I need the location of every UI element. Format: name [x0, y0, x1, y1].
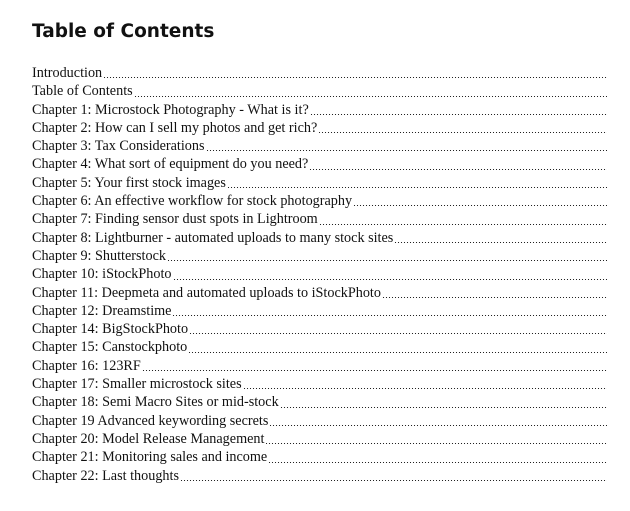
- toc-entry[interactable]: [32, 302, 607, 320]
- toc-entry-label: Table of Contents: [32, 83, 133, 100]
- toc-entry[interactable]: [32, 210, 607, 228]
- toc-entry[interactable]: [32, 247, 607, 265]
- dot-leader: [265, 443, 607, 444]
- toc-entry[interactable]: [32, 64, 607, 82]
- toc-entry[interactable]: [32, 137, 607, 155]
- dot-leader: [189, 333, 607, 334]
- toc-entry-label: Chapter 22: Last thoughts: [32, 467, 179, 484]
- toc-entry-label: Chapter 7: Finding sensor dust spots in Lightroom: [32, 211, 318, 228]
- dot-leader: [319, 224, 607, 225]
- page-title: Table of Contents: [32, 21, 215, 42]
- dot-leader: [103, 77, 607, 78]
- toc-entry-label: Chapter 21: Monitoring sales and income: [32, 449, 268, 466]
- toc-entry-label: Chapter 1: Microstock Photography - What is it?: [32, 101, 309, 118]
- dot-leader: [188, 352, 607, 353]
- toc-entry[interactable]: [32, 357, 607, 375]
- toc-entry[interactable]: [32, 82, 607, 100]
- toc-entry[interactable]: [32, 467, 607, 485]
- toc-entry-label: Chapter 14: BigStockPhoto: [32, 321, 189, 338]
- toc-entry-label: Chapter 6: An effective workflow for stock photography: [32, 193, 353, 210]
- toc-entry-label: Chapter 5: Your first stock images: [32, 174, 226, 191]
- toc-entry-label: Chapter 9: Shutterstock: [32, 247, 166, 264]
- toc-entry[interactable]: [32, 320, 607, 338]
- toc-entry-label: Introduction: [32, 65, 103, 81]
- toc-entry-label: Chapter 17: Smaller microstock sites: [32, 376, 242, 393]
- dot-leader: [206, 150, 607, 151]
- dot-leader: [318, 132, 607, 133]
- toc-entry[interactable]: [32, 412, 607, 430]
- toc-entry[interactable]: [32, 101, 607, 119]
- toc-entry-label: Chapter 11: Deepmeta and automated uploads to iStockPhoto: [32, 284, 381, 301]
- dot-leader: [268, 462, 607, 463]
- toc-entry[interactable]: [32, 174, 607, 192]
- dot-leader: [227, 187, 607, 188]
- toc-entry-label: Chapter 18: Semi Macro Sites or mid-stock: [32, 394, 279, 411]
- toc-entry-label: Chapter 4: What sort of equipment do you need?: [32, 156, 309, 173]
- toc-entry-label: Chapter 2: How can I sell my photos and get rich?: [32, 119, 318, 136]
- dot-leader: [309, 169, 607, 170]
- toc-entry[interactable]: [32, 155, 607, 173]
- dot-leader: [134, 96, 607, 97]
- toc-entry-label: Chapter 16: 123RF: [32, 357, 141, 374]
- toc-entry-label: Chapter 3: Tax Considerations: [32, 138, 205, 155]
- dot-leader: [173, 279, 607, 280]
- toc-entry[interactable]: [32, 265, 607, 283]
- toc-entry-label: Chapter 19 Advanced keywording secrets: [32, 412, 269, 429]
- toc-entry[interactable]: [32, 229, 607, 247]
- toc-entry[interactable]: [32, 448, 607, 466]
- toc-entry-label: Chapter 10: iStockPhoto: [32, 266, 172, 283]
- toc-entry[interactable]: [32, 375, 607, 393]
- toc-entry-label: Chapter 15: Canstockphoto: [32, 339, 188, 356]
- toc-entry[interactable]: [32, 393, 607, 411]
- dot-leader: [280, 407, 607, 408]
- dot-leader: [394, 242, 607, 243]
- toc-entry-label: Chapter 20: Model Release Management: [32, 430, 265, 447]
- dot-leader: [310, 114, 607, 115]
- dot-leader: [172, 315, 607, 316]
- dot-leader: [353, 205, 607, 206]
- toc-entry[interactable]: [32, 284, 607, 302]
- dot-leader: [269, 425, 607, 426]
- toc-entry-label: Chapter 12: Dreamstime: [32, 302, 172, 319]
- dot-leader: [243, 388, 607, 389]
- toc-entry[interactable]: [32, 430, 607, 448]
- dot-leader: [167, 260, 607, 261]
- dot-leader: [382, 297, 607, 298]
- toc-entry[interactable]: [32, 119, 607, 137]
- dot-leader: [180, 480, 607, 481]
- toc-entry-label: Chapter 8: Lightburner - automated uploads to many stock sites: [32, 229, 394, 246]
- toc-list: [32, 64, 607, 485]
- toc-entry[interactable]: [32, 338, 607, 356]
- dot-leader: [142, 370, 607, 371]
- toc-entry[interactable]: [32, 192, 607, 210]
